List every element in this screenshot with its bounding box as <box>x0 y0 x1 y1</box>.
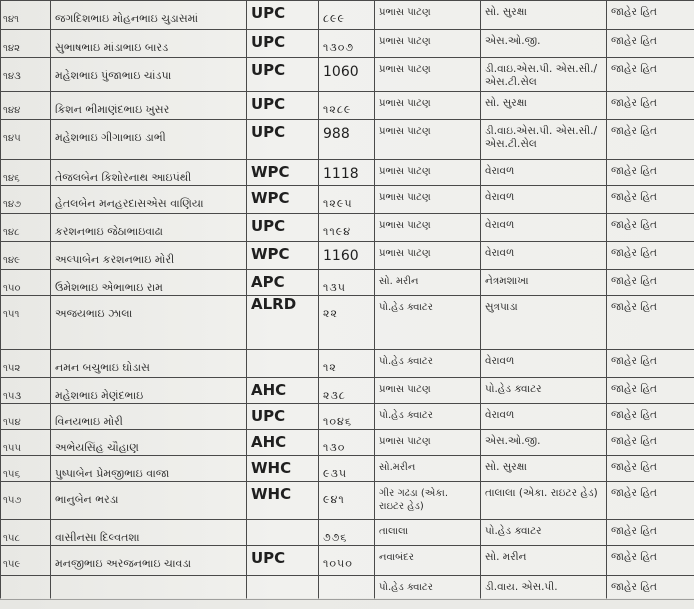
new-posting: વેરાવળ <box>481 350 607 378</box>
employee-name: ભાનુબેન ભરડા <box>51 482 247 520</box>
rank-code: WPC <box>247 242 319 270</box>
employee-name: કરશનભાઇ જેઠાભાઇવાઢા <box>51 214 247 242</box>
employee-name: પુષ્પાબેન પ્રેમજીભાઇ વાજા <box>51 456 247 482</box>
rank-code <box>247 350 319 378</box>
table-row <box>1 576 694 600</box>
serial-number: ૧૪૨ <box>1 30 51 58</box>
current-posting: પ્રભાસ પાટણ <box>375 30 481 58</box>
rank-code: UPC <box>247 1 319 30</box>
serial-number <box>1 576 51 600</box>
rank-code: UPC <box>247 214 319 242</box>
buckle-number: ૧૩૦૭ <box>319 30 375 58</box>
employee-name: મનજીભાઇ અરજનભાઇ ચાવડા <box>51 546 247 576</box>
current-posting: સો.મરીન <box>375 456 481 482</box>
new-posting: વેરાવળ <box>481 404 607 430</box>
serial-number: ૧૫૫ <box>1 430 51 456</box>
table-row <box>1 456 694 482</box>
buckle-number: 1160 <box>319 242 375 270</box>
rank-code: AHC <box>247 430 319 456</box>
employee-name: અભેયસિંહ ચૌહાણ <box>51 430 247 456</box>
rank-code: WHC <box>247 456 319 482</box>
transfer-reason: જાહેર હિત <box>607 214 694 242</box>
new-posting: સો. સુરક્ષા <box>481 456 607 482</box>
transfer-reason: જાહેર હિત <box>607 296 694 350</box>
table-row <box>1 350 694 378</box>
transfer-reason: જાહેર હિત <box>607 242 694 270</box>
transfer-reason: જાહેર હિત <box>607 482 694 520</box>
employee-name: અજયભાઇ ઝાલા <box>51 296 247 350</box>
table-body <box>1 1 694 600</box>
buckle-number: ૧૩૫ <box>319 270 375 296</box>
rank-code: WPC <box>247 160 319 186</box>
new-posting: વેરાવળ <box>481 242 607 270</box>
new-posting: એસ.ઓ.જી. <box>481 430 607 456</box>
current-posting: પ્રભાસ પાટણ <box>375 1 481 30</box>
new-posting: ડી.વાઇ.એસ.પી. એસ.સી./એસ.ટી.સેલ <box>481 58 607 92</box>
rank-code: UPC <box>247 58 319 92</box>
current-posting: પ્રભાસ પાટણ <box>375 242 481 270</box>
rank-code: UPC <box>247 92 319 120</box>
new-posting: તાલાલા (એકા. રાઇટર હેડ) <box>481 482 607 520</box>
rank-code: UPC <box>247 404 319 430</box>
transfer-reason: જાહેર હિત <box>607 456 694 482</box>
employee-name: વાસીનસા દિલ્વતશા <box>51 520 247 546</box>
transfer-reason: જાહેર હિત <box>607 30 694 58</box>
new-posting: ડી.વાય. એસ.પી. <box>481 576 607 600</box>
rank-code: AHC <box>247 378 319 404</box>
transfer-reason: જાહેર હિત <box>607 576 694 600</box>
serial-number: ૧૪૭ <box>1 186 51 214</box>
table-row <box>1 214 694 242</box>
serial-number: ૧૫૧ <box>1 296 51 350</box>
current-posting: ગીર ગઢડા (એકા. રાઇટર હેડ) <box>375 482 481 520</box>
transfer-reason: જાહેર હિત <box>607 270 694 296</box>
page-edge <box>0 598 694 609</box>
serial-number: ૧૫૦ <box>1 270 51 296</box>
new-posting: વેરાવળ <box>481 160 607 186</box>
rank-code: APC <box>247 270 319 296</box>
table-row <box>1 58 694 92</box>
current-posting: નવાબંદર <box>375 546 481 576</box>
table-row <box>1 296 694 350</box>
serial-number: ૧૪૯ <box>1 242 51 270</box>
transfer-reason: જાહેર હિત <box>607 350 694 378</box>
buckle-number: ૧૦૫૦ <box>319 546 375 576</box>
serial-number: ૧૫૮ <box>1 520 51 546</box>
buckle-number: ૭૭૬ <box>319 520 375 546</box>
current-posting: પો.હેડ ક્વાટર <box>375 404 481 430</box>
transfer-reason: જાહેર હિત <box>607 160 694 186</box>
current-posting: પ્રભાસ પાટણ <box>375 58 481 92</box>
table-row <box>1 242 694 270</box>
buckle-number: 988 <box>319 120 375 160</box>
employee-name: ઉમેશભાઇ એભાભાઇ રામ <box>51 270 247 296</box>
buckle-number: 1118 <box>319 160 375 186</box>
employee-name: મહેશભાઇ મેણંદભાઇ <box>51 378 247 404</box>
serial-number: ૧૫૩ <box>1 378 51 404</box>
employee-name: હેતલબેન મનહરદાસએસ વાણિયા <box>51 186 247 214</box>
serial-number: ૧૫૨ <box>1 350 51 378</box>
serial-number: ૧૪૩ <box>1 58 51 92</box>
table-row <box>1 520 694 546</box>
table-row <box>1 92 694 120</box>
table-row <box>1 378 694 404</box>
buckle-number: ૨૩૮ <box>319 378 375 404</box>
table-row <box>1 430 694 456</box>
rank-code <box>247 520 319 546</box>
current-posting: પો.હેડ ક્વાટર <box>375 576 481 600</box>
employee-name: અલ્પાબેન કરશનભાઇ મોરી <box>51 242 247 270</box>
buckle-number: ૧૦૪૬ <box>319 404 375 430</box>
employee-name: કિશન ભીમાણંદભાઇ ખુસર <box>51 92 247 120</box>
transfer-reason: જાહેર હિત <box>607 120 694 160</box>
serial-number: ૧૪૧ <box>1 1 51 30</box>
table-row <box>1 160 694 186</box>
rank-code: UPC <box>247 546 319 576</box>
new-posting: ડી.વાઇ.એસ.પી. એસ.સી./એસ.ટી.સેલ <box>481 120 607 160</box>
current-posting: પ્રભાસ પાટણ <box>375 120 481 160</box>
buckle-number: ૧૨૯૫ <box>319 186 375 214</box>
rank-code: UPC <box>247 120 319 160</box>
table-row <box>1 482 694 520</box>
rank-code: UPC <box>247 30 319 58</box>
transfer-reason: જાહેર હિત <box>607 1 694 30</box>
table-row <box>1 186 694 214</box>
current-posting: પો.હેડ ક્વાટર <box>375 296 481 350</box>
transfer-reason: જાહેર હિત <box>607 58 694 92</box>
serial-number: ૧૪૪ <box>1 92 51 120</box>
current-posting: પ્રભાસ પાટણ <box>375 160 481 186</box>
new-posting: પો.હેડ ક્વાટર <box>481 378 607 404</box>
new-posting: સો. મરીન <box>481 546 607 576</box>
rank-code <box>247 576 319 600</box>
buckle-number: 1060 <box>319 58 375 92</box>
table-row <box>1 1 694 30</box>
rank-code: WPC <box>247 186 319 214</box>
serial-number: ૧૫૬ <box>1 456 51 482</box>
employee-name: વિનયભાઇ મોરી <box>51 404 247 430</box>
serial-number: ૧૪૮ <box>1 214 51 242</box>
transfer-reason: જાહેર હિત <box>607 92 694 120</box>
current-posting: પ્રભાસ પાટણ <box>375 92 481 120</box>
employee-name: નમન બચુભાઇ ઘોડાસ <box>51 350 247 378</box>
buckle-number: ૧૧૯૪ <box>319 214 375 242</box>
table-row <box>1 120 694 160</box>
buckle-number: ૧૨૮૯ <box>319 92 375 120</box>
new-posting: નેત્રમશાખા <box>481 270 607 296</box>
table-row <box>1 546 694 576</box>
new-posting: સુત્રપાડા <box>481 296 607 350</box>
new-posting: એસ.ઓ.જી. <box>481 30 607 58</box>
current-posting: પ્રભાસ પાટણ <box>375 378 481 404</box>
current-posting: પ્રભાસ પાટણ <box>375 186 481 214</box>
transfer-reason: જાહેર હિત <box>607 430 694 456</box>
rank-code: WHC <box>247 482 319 520</box>
new-posting: સો. સુરક્ષા <box>481 1 607 30</box>
rank-code: ALRD <box>247 296 319 350</box>
serial-number: ૧૪૫ <box>1 120 51 160</box>
transfer-reason: જાહેર હિત <box>607 404 694 430</box>
transfer-reason: જાહેર હિત <box>607 546 694 576</box>
transfer-reason: જાહેર હિત <box>607 186 694 214</box>
new-posting: સો. સુરક્ષા <box>481 92 607 120</box>
employee-name: જગદિશભાઇ મોહનભાઇ ચુડાસમાં <box>51 1 247 30</box>
buckle-number: ૨૨ <box>319 296 375 350</box>
current-posting: તાલાલા <box>375 520 481 546</box>
buckle-number: ૯૪૧ <box>319 482 375 520</box>
table-row <box>1 30 694 58</box>
current-posting: પો.હેડ ક્વાટર <box>375 350 481 378</box>
employee-name: સુભાષભાઇ માંડાભાઇ બારડ <box>51 30 247 58</box>
table-row <box>1 404 694 430</box>
buckle-number: ૮૯૯ <box>319 1 375 30</box>
buckle-number: ૯૩૫ <box>319 456 375 482</box>
employee-name: તેજલબેન કિશોરનાથ આઇપંથી <box>51 160 247 186</box>
buckle-number <box>319 576 375 600</box>
table-row <box>1 270 694 296</box>
current-posting: પ્રભાસ પાટણ <box>375 214 481 242</box>
current-posting: પ્રભાસ પાટણ <box>375 430 481 456</box>
new-posting: પો.હેડ ક્વાટર <box>481 520 607 546</box>
employee-name <box>51 576 247 600</box>
serial-number: ૧૪૬ <box>1 160 51 186</box>
serial-number: ૧૫૭ <box>1 482 51 520</box>
transfer-reason: જાહેર હિત <box>607 378 694 404</box>
new-posting: વેરાવળ <box>481 186 607 214</box>
employee-name: મહેશભાઇ પુંજાભાઇ ચાંડપા <box>51 58 247 92</box>
employee-name: મહેશભાઇ ગીગાભાઇ ડાભી <box>51 120 247 160</box>
buckle-number: ૧૩૦ <box>319 430 375 456</box>
new-posting: વેરાવળ <box>481 214 607 242</box>
serial-number: ૧૫૪ <box>1 404 51 430</box>
buckle-number: ૧૨ <box>319 350 375 378</box>
transfer-reason: જાહેર હિત <box>607 520 694 546</box>
serial-number: ૧૫૯ <box>1 546 51 576</box>
current-posting: સો. મરીન <box>375 270 481 296</box>
